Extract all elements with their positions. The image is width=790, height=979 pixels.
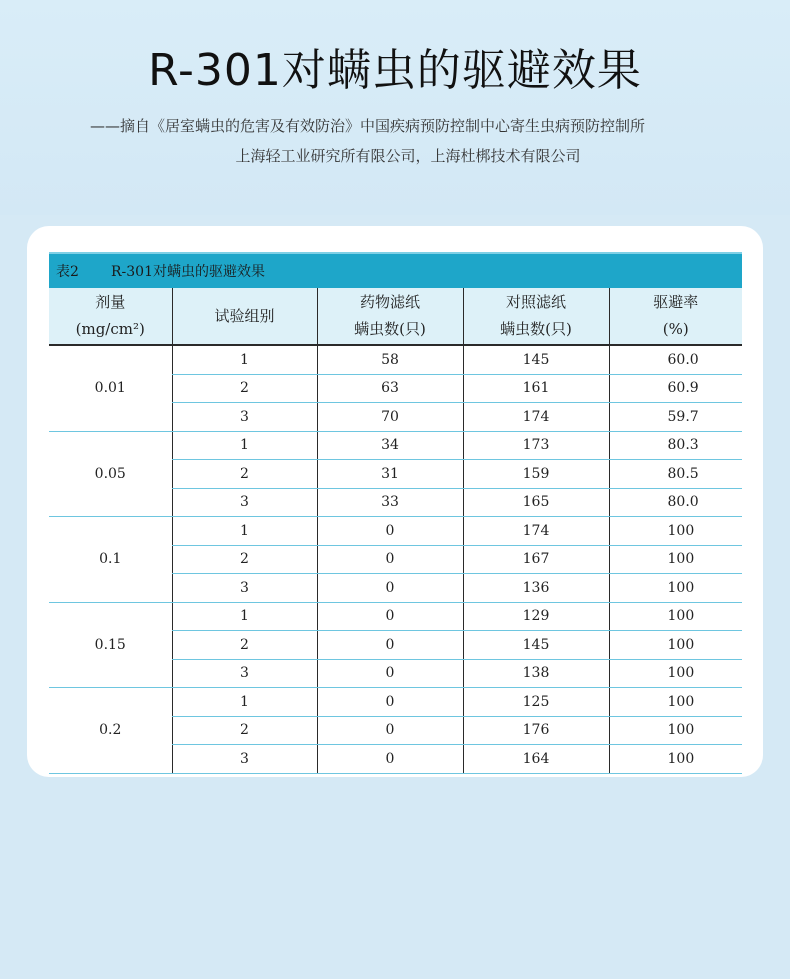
repellent-rate-cell: 80.3 bbox=[609, 431, 742, 460]
treated-count-cell: 58 bbox=[317, 345, 463, 374]
header-treated-unit: 螨虫数(只) bbox=[354, 320, 426, 338]
header-group bbox=[172, 288, 317, 345]
treated-count-cell: 63 bbox=[317, 374, 463, 403]
group-cell: 1 bbox=[172, 431, 317, 460]
control-count-cell: 161 bbox=[463, 374, 609, 403]
treated-count-cell: 0 bbox=[317, 545, 463, 574]
treated-count-cell: 0 bbox=[317, 688, 463, 717]
header-dose-label: 剂量 bbox=[95, 293, 126, 311]
table-caption-number: 表2 bbox=[56, 264, 79, 280]
repellent-rate-cell: 60.0 bbox=[609, 345, 742, 374]
control-count-cell: 167 bbox=[463, 545, 609, 574]
control-count-cell: 125 bbox=[463, 688, 609, 717]
treated-count-cell: 34 bbox=[317, 431, 463, 460]
table-row bbox=[49, 688, 742, 717]
control-count-cell: 138 bbox=[463, 659, 609, 688]
repellent-rate-cell: 100 bbox=[609, 574, 742, 603]
repellent-rate-cell: 100 bbox=[609, 659, 742, 688]
group-cell: 3 bbox=[172, 574, 317, 603]
header-control-unit: 螨虫数(只) bbox=[500, 320, 572, 338]
repellent-rate-cell: 100 bbox=[609, 745, 742, 774]
data-table-container bbox=[49, 243, 742, 774]
treated-count-cell: 0 bbox=[317, 631, 463, 660]
group-cell: 3 bbox=[172, 403, 317, 432]
dose-cell: 0.01 bbox=[49, 345, 172, 431]
table-row bbox=[49, 602, 742, 631]
control-count-cell: 145 bbox=[463, 345, 609, 374]
page-title: R-301对螨虫的驱避效果 bbox=[148, 45, 642, 96]
group-cell: 2 bbox=[172, 716, 317, 745]
control-count-cell: 174 bbox=[463, 403, 609, 432]
control-count-cell: 159 bbox=[463, 460, 609, 489]
table-row bbox=[49, 517, 742, 546]
repellent-rate-cell: 100 bbox=[609, 688, 742, 717]
dose-cell: 0.05 bbox=[49, 431, 172, 517]
control-count-cell: 176 bbox=[463, 716, 609, 745]
group-cell: 2 bbox=[172, 545, 317, 574]
group-cell: 2 bbox=[172, 374, 317, 403]
dose-cell: 0.15 bbox=[49, 602, 172, 688]
treated-count-cell: 0 bbox=[317, 659, 463, 688]
group-cell: 3 bbox=[172, 659, 317, 688]
table-caption bbox=[49, 252, 742, 288]
table-body bbox=[49, 345, 742, 773]
header-rate-unit: (%) bbox=[662, 320, 689, 338]
group-cell: 2 bbox=[172, 460, 317, 489]
repellent-rate-cell: 100 bbox=[609, 631, 742, 660]
repellent-rate-cell: 60.9 bbox=[609, 374, 742, 403]
header-group-label: 试验组别 bbox=[214, 306, 275, 325]
header-treated bbox=[317, 288, 463, 345]
treated-count-cell: 31 bbox=[317, 460, 463, 489]
group-cell: 3 bbox=[172, 488, 317, 517]
table-caption-title: R-301对螨虫的驱避效果 bbox=[111, 264, 265, 280]
control-count-cell: 129 bbox=[463, 602, 609, 631]
table-header-row bbox=[49, 288, 742, 345]
header-band bbox=[0, 0, 790, 215]
dose-cell: 0.2 bbox=[49, 688, 172, 774]
treated-count-cell: 0 bbox=[317, 745, 463, 774]
treated-count-cell: 0 bbox=[317, 574, 463, 603]
header-treated-label: 药物滤纸 bbox=[359, 293, 420, 311]
control-count-cell: 165 bbox=[463, 488, 609, 517]
treated-count-cell: 0 bbox=[317, 602, 463, 631]
control-count-cell: 173 bbox=[463, 431, 609, 460]
group-cell: 1 bbox=[172, 688, 317, 717]
control-count-cell: 164 bbox=[463, 745, 609, 774]
source-citation-line2: 上海轻工业研究所有限公司，上海杜梆技术有限公司 bbox=[235, 147, 581, 165]
group-cell: 1 bbox=[172, 517, 317, 546]
header-dose-unit: (mg/cm²) bbox=[75, 320, 145, 338]
group-cell: 3 bbox=[172, 745, 317, 774]
treated-count-cell: 33 bbox=[317, 488, 463, 517]
header-dose bbox=[49, 288, 172, 345]
repellent-effect-table bbox=[49, 288, 742, 774]
repellent-rate-cell: 100 bbox=[609, 602, 742, 631]
repellent-rate-cell: 100 bbox=[609, 545, 742, 574]
table-row bbox=[49, 431, 742, 460]
dose-cell: 0.1 bbox=[49, 517, 172, 603]
control-count-cell: 145 bbox=[463, 631, 609, 660]
header-control-label: 对照滤纸 bbox=[505, 293, 566, 311]
group-cell: 1 bbox=[172, 602, 317, 631]
header-rate-label: 驱避率 bbox=[653, 293, 699, 311]
repellent-rate-cell: 80.5 bbox=[609, 460, 742, 489]
control-count-cell: 136 bbox=[463, 574, 609, 603]
repellent-rate-cell: 100 bbox=[609, 716, 742, 745]
treated-count-cell: 0 bbox=[317, 716, 463, 745]
repellent-rate-cell: 100 bbox=[609, 517, 742, 546]
control-count-cell: 174 bbox=[463, 517, 609, 546]
group-cell: 2 bbox=[172, 631, 317, 660]
header-control bbox=[463, 288, 609, 345]
group-cell: 1 bbox=[172, 345, 317, 374]
header-rate bbox=[609, 288, 742, 345]
table-row bbox=[49, 345, 742, 374]
repellent-rate-cell: 80.0 bbox=[609, 488, 742, 517]
treated-count-cell: 0 bbox=[317, 517, 463, 546]
source-citation-line1: ——摘自《居室螨虫的危害及有效防治》中国疾病预防控制中心寄生虫病预防控制所 bbox=[90, 117, 646, 135]
treated-count-cell: 70 bbox=[317, 403, 463, 432]
repellent-rate-cell: 59.7 bbox=[609, 403, 742, 432]
